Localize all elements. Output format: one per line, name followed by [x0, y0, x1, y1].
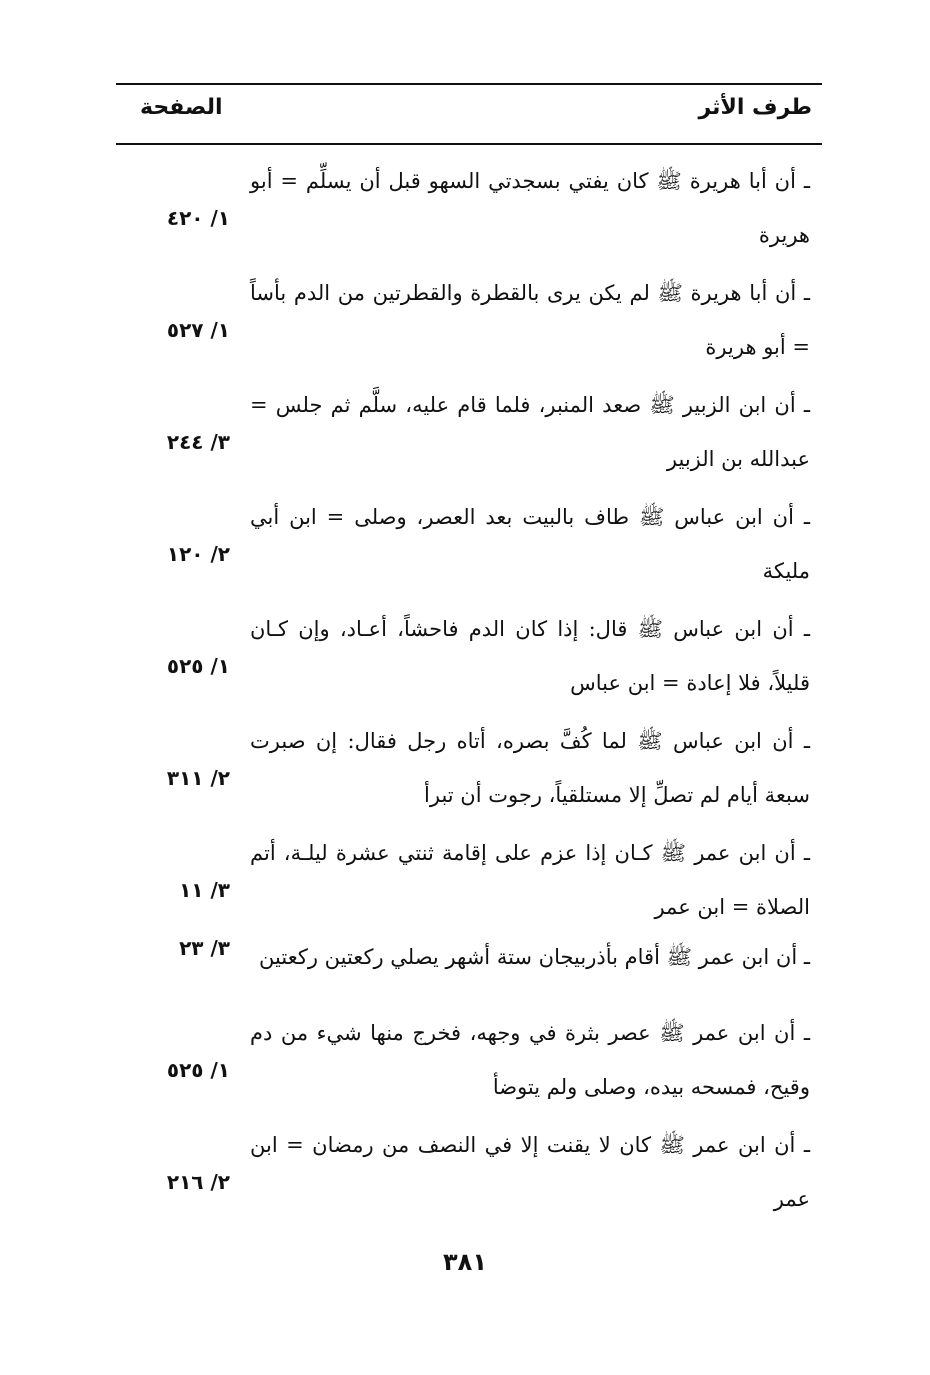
header-rule: [116, 143, 822, 145]
entry-text: ـ أن ابن عمر ﷺ كـان إذا عزم على إقامة ثنتي عشرة ليلـة، أتم الصلاة = ابن عمر: [250, 841, 810, 919]
entry-text: ـ أن أبا هريرة ﷺ لم يكن يرى بالقطرة والقطرتين من الدم بأساً = أبو هريرة: [250, 281, 810, 359]
entry-text: ـ أن أبا هريرة ﷺ كان يفتي بسجدتي السهو قبل أن يسلِّم = أبو هريرة: [250, 169, 810, 247]
entry-page-ref: ٣/ ١١: [179, 878, 230, 902]
entry-text: ـ أن ابن عمر ﷺ عصر بثرة في وجهه، فخرج منها شيء من دم وقيح، فمسحه بيده، وصلى ولم يتوضأ: [250, 1021, 810, 1099]
entry-text: ـ أن ابن عباس ﷺ طاف بالبيت بعد العصر، وصلى = ابن أبي مليكة: [250, 505, 810, 583]
index-entry: [0, 146, 930, 258]
entry-page-ref: ٣/ ٢٤٤: [166, 430, 230, 454]
entry-page-ref: ٢/ ٢١٦: [166, 1170, 230, 1194]
index-entry: [0, 258, 930, 370]
column-header-athar: طرف الأثر: [698, 95, 812, 120]
entry-text: ـ أن ابن عباس ﷺ لما كُفَّ بصره، أتاه رجل فقال: إن صبرت سبعة أيام لم تصلِّ إلا مستلقياً، رجوت أن تبرأ: [250, 729, 810, 807]
entry-page-ref: ١/ ٥٢٧: [166, 318, 230, 342]
page-number: ٣٨١: [443, 1248, 487, 1276]
entry-page-ref: ٢/ ١٢٠: [166, 542, 230, 566]
index-entry: [0, 706, 930, 818]
index-entry: [0, 818, 930, 930]
entry-page-ref: ٣/ ٢٣: [179, 936, 230, 960]
entry-page-ref: ١/ ٥٢٥: [166, 654, 230, 678]
entry-text: ـ أن ابن الزبير ﷺ صعد المنبر، فلما قام عليه، سلَّم ثم جلس = عبدالله بن الزبير: [250, 393, 810, 471]
index-entry: [0, 594, 930, 706]
entry-page-ref: ٢/ ٣١١: [166, 766, 230, 790]
index-entries: [0, 146, 930, 1222]
column-header-page: الصفحة: [140, 95, 223, 120]
index-entry: [0, 370, 930, 482]
entry-page-ref: ١/ ٥٢٥: [166, 1058, 230, 1082]
index-entry: [0, 1110, 930, 1222]
entry-text: ـ أن ابن عباس ﷺ قال: إذا كان الدم فاحشاً، أعـاد، وإن كـان قليلاً، فلا إعادة = ابن عباس: [250, 617, 810, 695]
entry-text: ـ أن ابن عمر ﷺ أقام بأذربيجان ستة أشهر يصلي ركعتين ركعتين: [259, 945, 810, 969]
entry-page-ref: ١/ ٤٢٠: [166, 206, 230, 230]
top-rule: [116, 83, 822, 85]
entry-text: ـ أن ابن عمر ﷺ كان لا يقنت إلا في النصف من رمضان = ابن عمر: [250, 1133, 810, 1211]
index-entry: [0, 998, 930, 1110]
index-entry: [0, 930, 930, 998]
index-entry: [0, 482, 930, 594]
